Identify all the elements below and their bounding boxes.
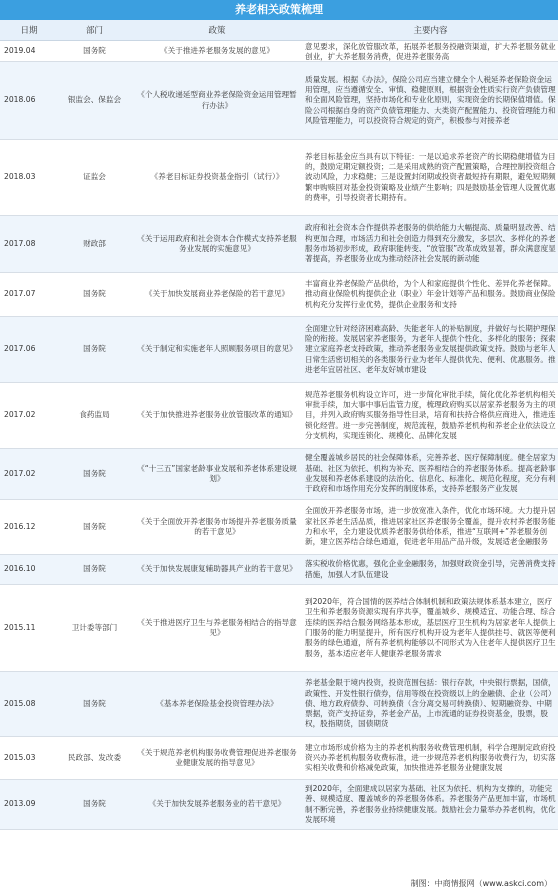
source-footer: 制图：中商情报网（www.askci.com） [410,879,552,888]
department-cell: 卫计委等部门 [58,585,131,672]
department-cell: 国务院 [58,780,131,830]
header-date: 日期 [0,20,58,41]
policy-cell: 《关于加快发展商业养老保险的若干意见》 [131,273,303,317]
content-cell: 建立市场形成价格为主的养老机构服务收费管理机制，科学合理制定政府投资兴办养老机构服务收费标准，进一步规范养老机构服务收费行为，切实落实相关收费和价格减免政策，加快推进养老服务业健康发展 [303,737,558,780]
content-cell: 全面放开养老服务市场，进一步放宽准入条件，优化市场环境。大力提升居家社区养老生活品质，推进居家社区养老服务全覆盖，提升农村养老服务能力和水平，全力建设优质养老服务供给体系，推进“互联网+”养老服务创新，建立医养结合绿色通道，促进老年用品产品升级，发展适老金融服务 [303,500,558,555]
policy-cell: 《关于运用政府和社会资本合作模式支持养老服务业发展的实施意见》 [131,216,303,273]
header-policy: 政策 [131,20,303,41]
header-department: 部门 [58,20,131,41]
department-cell: 国务院 [58,500,131,555]
content-cell: 政府和社会资本合作提供养老服务的供给能力大幅提高、质量明显改善、结构更加合理，市场活力和社会创造力得到充分激发，多层次、多样化的养老服务市场初步形成，政府职能转变、“放管服”改革成效显著，群众满意度显著提高，养老服务业成为推动经济社会发展的新动能 [303,216,558,273]
table-header-row [0,20,558,41]
content-cell: 落实税收价格优惠，强化企业金融服务，加强财政资金引导，完善消费支持措施，加强人才队伍建设 [303,555,558,585]
content-cell: 到2020年，全面建成以居家为基础、社区为依托、机构为支撑的，功能完善、规模适度、覆盖城乡的养老服务体系。养老服务产品更加丰富，市场机制不断完善，养老服务业持续健康发展。鼓励社会力量举办养老机构，优化发展环境 [303,780,558,830]
date-cell: 2015.03 [0,737,58,780]
date-cell: 2015.08 [0,672,58,737]
table-row [0,317,558,383]
date-cell: 2017.02 [0,449,58,500]
policy-cell: 《关于规范养老机构服务收费管理促进养老服务业健康发展的指导意见》 [131,737,303,780]
policy-table [0,20,558,830]
table-row [0,41,558,62]
department-cell: 证监会 [58,140,131,216]
content-cell: 意见要求，深化放管服改革，拓展养老服务投融资渠道，扩大养老服务就业创业，扩大养老服务消费，促进养老服务高 [303,41,558,62]
table-row [0,555,558,585]
department-cell: 国务院 [58,273,131,317]
content-cell: 丰富商业养老保险产品供给，为个人和家庭提供个性化、差异化养老保障。推动商业保险机构提供企业（职业）年金计划等产品和服务。鼓励商业保险机构充分发挥行业优势，提供企业服务和支持 [303,273,558,317]
table-row [0,500,558,555]
date-cell: 2015.11 [0,585,58,672]
policy-cell: 《“十三五”国家老龄事业发展和养老体系建设规划》 [131,449,303,500]
policy-cell: 《关于加快推进养老服务业放管服改革的通知》 [131,383,303,449]
date-cell: 2017.06 [0,317,58,383]
policy-cell: 《关于加快发展养老服务业的若干意见》 [131,780,303,830]
date-cell: 2017.02 [0,383,58,449]
table-row [0,672,558,737]
date-cell: 2018.06 [0,62,58,140]
date-cell: 2017.07 [0,273,58,317]
table-row [0,449,558,500]
department-cell: 国务院 [58,449,131,500]
table-row [0,216,558,273]
table-row [0,737,558,780]
content-cell: 养老基金限于境内投资，投资范围包括：银行存款，中央银行票据，国债，政策性、开发性银行债券，信用等级在投资级以上的金融债、企业（公司）债、地方政府债券、可转换债（含分离交易可转换债）、短期融资券、中期票据，资产支持证券，养老金产品，上市流通的证券投资基金，股票，股权，股指期货，国债期货 [303,672,558,737]
header-content: 主要内容 [303,20,558,41]
date-cell: 2013.09 [0,780,58,830]
policy-cell: 《关于加快发展康复辅助器具产业的若干意见》 [131,555,303,585]
table-row [0,62,558,140]
date-cell: 2019.04 [0,41,58,62]
content-cell: 健全覆盖城乡居民的社会保障体系，完善养老、医疗保障制度。健全居家为基础、社区为依托、机构为补充、医养相结合的养老服务体系。提高老龄事业发展和养老体系建设的法治化、信息化、标准化、规范化程度，充分有利于政府和市场作用充分发挥的制度体系，支持养老服务产业发展 [303,449,558,500]
table-row [0,780,558,830]
department-cell: 食药监局 [58,383,131,449]
content-cell: 质量发展。根据《办法》，保险公司应当建立健全个人税延养老保险资金运用管理，应当遵循安全、审慎、稳健原则，根据资金性质实行资产负债管理和全面风险管理，坚持市场化和专业化原则，实现资金的长期保值增值。保险公司根据自身的资产负债管理能力、大类资产配置能力、投资管理能力和风险管理能力，可以投资符合规定的资产，积极参与对接养老 [303,62,558,140]
department-cell: 国务院 [58,555,131,585]
policy-cell: 《个人税收递延型商业养老保险资金运用管理暂行办法》 [131,62,303,140]
policy-cell: 《关于制定和实施老年人照顾服务项目的意见》 [131,317,303,383]
policy-cell: 《关于推进养老服务发展的意见》 [131,41,303,62]
policy-cell: 《关于推进医疗卫生与养老服务相结合的指导意见》 [131,585,303,672]
content-cell: 全面建立针对经济困难高龄、失能老年人的补贴制度，并做好与长期护理保险的衔接。发展居家养老服务，为老年人提供个性化、多样化的服务；探索建立家庭养老支持政策，推动养老服务业发展提供政策支持。鼓励与老年人日常生活密切相关的各类服务行业为老年人提供优先、便利、优惠服务。推进老年宜居社区、老年友好城市建设 [303,317,558,383]
policy-cell: 《养老目标证券投资基金指引（试行）》 [131,140,303,216]
table-row [0,273,558,317]
content-cell: 规范养老服务机构设立许可，进一步简化审批手续，简化优化养老机构相关审批手续，加大事中事后监管力度，梳理政府购买以居家养老服务为主的项目，并列入政府购买服务指导性目录，培育和扶持合格供应商进入，推进连锁化经营。进一步完善制度，规范流程，鼓励养老机构和养老企业依法设立分支机构，实现连锁化、规模化、品牌化发展 [303,383,558,449]
date-cell: 2017.08 [0,216,58,273]
department-cell: 国务院 [58,41,131,62]
department-cell: 民政部、发改委 [58,737,131,780]
department-cell: 国务院 [58,317,131,383]
table-row [0,585,558,672]
department-cell: 国务院 [58,672,131,737]
department-cell: 银监会、保监会 [58,62,131,140]
date-cell: 2016.12 [0,500,58,555]
policy-cell: 《关于全面放开养老服务市场提升养老服务质量的若干意见》 [131,500,303,555]
table-row [0,383,558,449]
table-row [0,140,558,216]
content-cell: 养老目标基金应当具有以下特征：一是以追求养老资产的长期稳健增值为目的，鼓励定期定额投资；二是采用成熟的资产配置策略，合理控制投资组合波动风险，力求稳健；三是设置封闭期或投资者最短持有期限，避免短期频繁申购赎回对基金投资策略及业绩产生影响；四是鼓励基金管理人设置优惠的费率，引导投资者长期持有。 [303,140,558,216]
policy-cell: 《基本养老保险基金投资管理办法》 [131,672,303,737]
date-cell: 2016.10 [0,555,58,585]
department-cell: 财政部 [58,216,131,273]
page-title: 养老相关政策梳理 [0,0,558,20]
date-cell: 2018.03 [0,140,58,216]
content-cell: 到2020年，符合国情的医养结合体制机制和政策法规体系基本建立，医疗卫生和养老服务资源实现有序共享，覆盖城乡、规模适宜、功能合理、综合连续的医养结合服务网络基本形成，基层医疗卫生机构为居家老年人提供上门服务的能力明显提升，所有医疗机构开设为老年人提供挂号、就医等便利服务的绿色通道，所有养老机构能够以不同形式为入住老年人提供医疗卫生服务，基本适应老年人健康养老服务需求 [303,585,558,672]
